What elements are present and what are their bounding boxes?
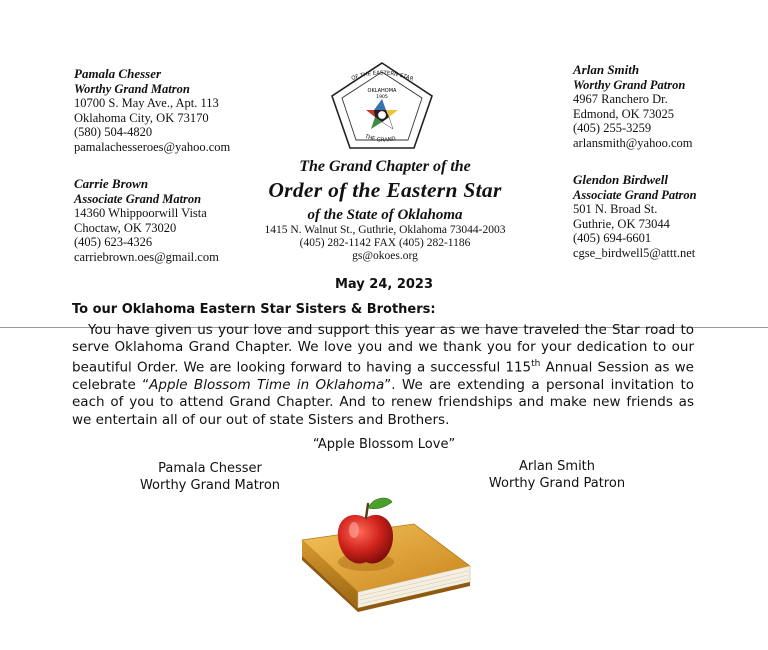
officer-phone: (580) 504-4820 (74, 125, 153, 140)
org-email[interactable]: gs@okoes.org (352, 250, 418, 262)
officer-address: 10700 S. May Ave., Apt. 113 (74, 96, 219, 111)
officer-city: Guthrie, OK 73044 (573, 216, 670, 231)
signature-title: Worthy Grand Patron (488, 476, 626, 491)
officer-worthy-grand-matron (74, 67, 254, 155)
body-part1: You have given us your love and support this year as we have traveled the Star road to serve Oklahoma Grand Chapter. We love you and we thank you for your dedication to our beautiful Order. We are looking forward to having a successful 115 (72, 322, 694, 376)
signature-right (467, 458, 647, 492)
seal-bottom-text: THE GRAND (363, 133, 397, 144)
officer-email[interactable]: carriebrown.oes@gmail.com (74, 249, 219, 264)
officer-city: Oklahoma City, OK 73170 (74, 110, 209, 125)
officer-email[interactable]: cgse_birdwell5@attt.net (573, 245, 696, 260)
officer-name: Carrie Brown (74, 176, 149, 191)
officer-address: 14360 Whippoorwill Vista (74, 206, 207, 221)
officer-title: Worthy Grand Matron (74, 81, 190, 96)
signature-title: Worthy Grand Matron (139, 478, 281, 493)
officer-title: Associate Grand Matron (74, 191, 202, 206)
seal-top-text: OF THE EASTERN STAR (350, 70, 415, 83)
officer-name: Glendon Birdwell (573, 172, 668, 187)
officer-name: Arlan Smith (573, 62, 640, 77)
officer-email[interactable]: pamalachesseroes@yahoo.com (74, 139, 231, 154)
officer-phone: (405) 255-3259 (573, 121, 652, 136)
officer-associate-grand-matron (74, 177, 254, 265)
body-part3: ”. We are extending a personal invitation to each of you to attend Grand Chapter. And to renew friendships and make new friends as we entertain all of our out of state Sisters and Brothers. (72, 377, 694, 428)
signature-left (120, 460, 300, 494)
officer-phone: (405) 694-6601 (573, 231, 652, 246)
officer-phone: (405) 623-4326 (74, 235, 153, 250)
signature-name: Pamala Chesser (158, 461, 262, 476)
letter-body (72, 322, 694, 429)
organization-contact (250, 224, 520, 263)
officer-title: Worthy Grand Patron (573, 77, 686, 92)
order-title: Order of the Eastern Star (268, 178, 502, 202)
body-part2: Annual Session as we celebrate “ (72, 359, 694, 394)
letter-date: May 24, 2023 (334, 277, 434, 292)
officer-city: Choctaw, OK 73020 (74, 220, 177, 235)
officer-address: 501 N. Broad St. (573, 202, 658, 217)
officer-email[interactable]: arlansmith@yahoo.com (573, 135, 693, 150)
body-superscript: th (531, 359, 541, 370)
officer-associate-grand-patron (573, 173, 743, 261)
theme-quote: “Apple Blossom Love” (312, 437, 456, 452)
officer-address: 4967 Ranchero Dr. (573, 92, 668, 107)
eastern-star-seal (328, 60, 436, 152)
officer-name: Pamala Chesser (74, 66, 162, 81)
body-theme: Apple Blossom Time in Oklahoma (149, 377, 385, 394)
seal-inner-text: OKLAHOMA (367, 88, 397, 94)
signature-name: Arlan Smith (518, 459, 596, 474)
letter-greeting: To our Oklahoma Eastern Star Sisters & Brothers: (72, 302, 436, 317)
org-phone-fax: (405) 282-1142 FAX (405) 282-1186 (299, 237, 471, 249)
org-address: 1415 N. Walnut St., Guthrie, Oklahoma 73044-2003 (264, 224, 506, 236)
officer-worthy-grand-patron (573, 63, 743, 151)
apple-on-book-illustration (296, 496, 476, 644)
officer-city: Edmond, OK 73025 (573, 106, 675, 121)
state-line: of the State of Oklahoma (307, 207, 463, 223)
officer-title: Associate Grand Patron (573, 187, 697, 202)
grand-chapter-line1: The Grand Chapter of the (299, 158, 471, 175)
seal-graphic (328, 60, 436, 152)
seal-year: 1905 (376, 95, 388, 100)
